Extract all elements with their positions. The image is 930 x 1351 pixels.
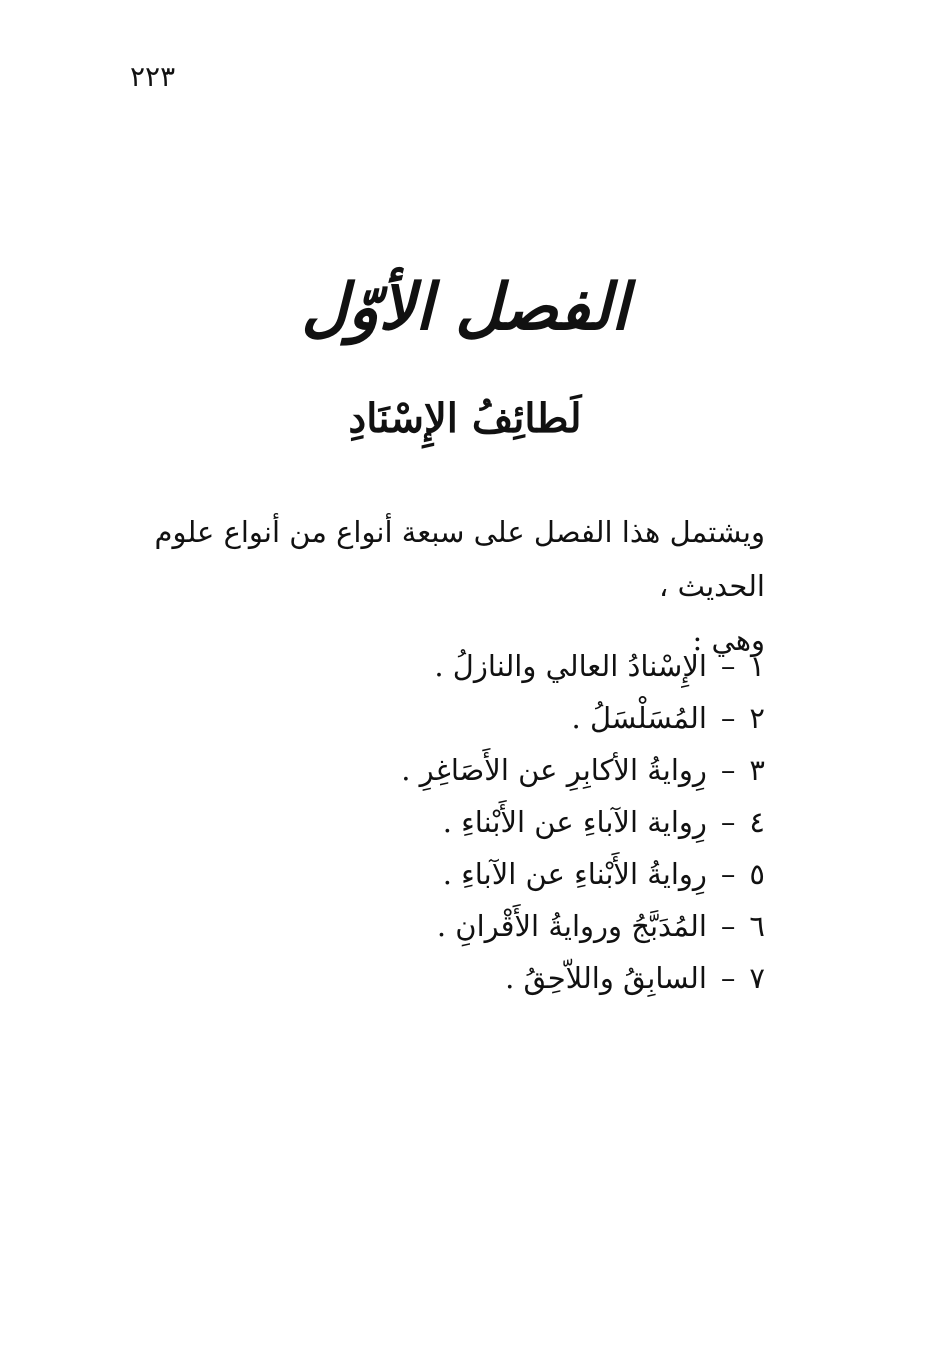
- item-number: ٥: [749, 857, 765, 891]
- list-item: [145, 640, 765, 692]
- item-dash: –: [720, 701, 736, 735]
- item-text: رِواية الآباءِ عن الأَبْناءِ .: [442, 805, 707, 839]
- item-dash: –: [720, 805, 736, 839]
- item-text: رِوايةُ الأكابِرِ عن الأَصَاغِرِ .: [401, 753, 707, 787]
- list-item: [145, 744, 765, 796]
- list-item: [145, 796, 765, 848]
- list-item: [145, 848, 765, 900]
- item-number: ٢: [749, 701, 765, 735]
- item-number: ٧: [749, 961, 765, 995]
- item-dash: –: [720, 961, 736, 995]
- section-title: لَطائِفُ الإِسْنَادِ: [348, 395, 582, 442]
- item-dash: –: [720, 649, 736, 683]
- list-item: [145, 692, 765, 744]
- item-dash: –: [720, 857, 736, 891]
- list-item: [145, 900, 765, 952]
- item-number: ٦: [749, 909, 765, 943]
- item-dash: –: [720, 909, 736, 943]
- item-dash: –: [720, 753, 736, 787]
- item-number: ٣: [749, 753, 765, 787]
- list-item: [145, 952, 765, 1004]
- page-number: ٢٢٣: [130, 60, 176, 93]
- topics-list: [145, 640, 765, 1004]
- item-text: السابِقُ واللاّحِقُ .: [505, 961, 707, 995]
- intro-line-1: ويشتمل هذا الفصل على سبعة أنواع من أنواع علوم الحديث ،: [154, 515, 765, 603]
- item-number: ١: [749, 649, 765, 683]
- chapter-title: الفصل الأوّل: [301, 270, 629, 345]
- item-number: ٤: [749, 805, 765, 839]
- item-text: المُسَلْسَلُ .: [571, 701, 707, 735]
- item-text: رِوايةُ الأَبْناءِ عن الآباءِ .: [442, 857, 707, 891]
- intro-line-2: وهي :: [692, 623, 765, 657]
- item-text: الإِسْنادُ العالي والنازلُ .: [434, 649, 707, 683]
- item-text: المُدَبَّجُ وروايةُ الأَقْرانِ .: [436, 909, 707, 943]
